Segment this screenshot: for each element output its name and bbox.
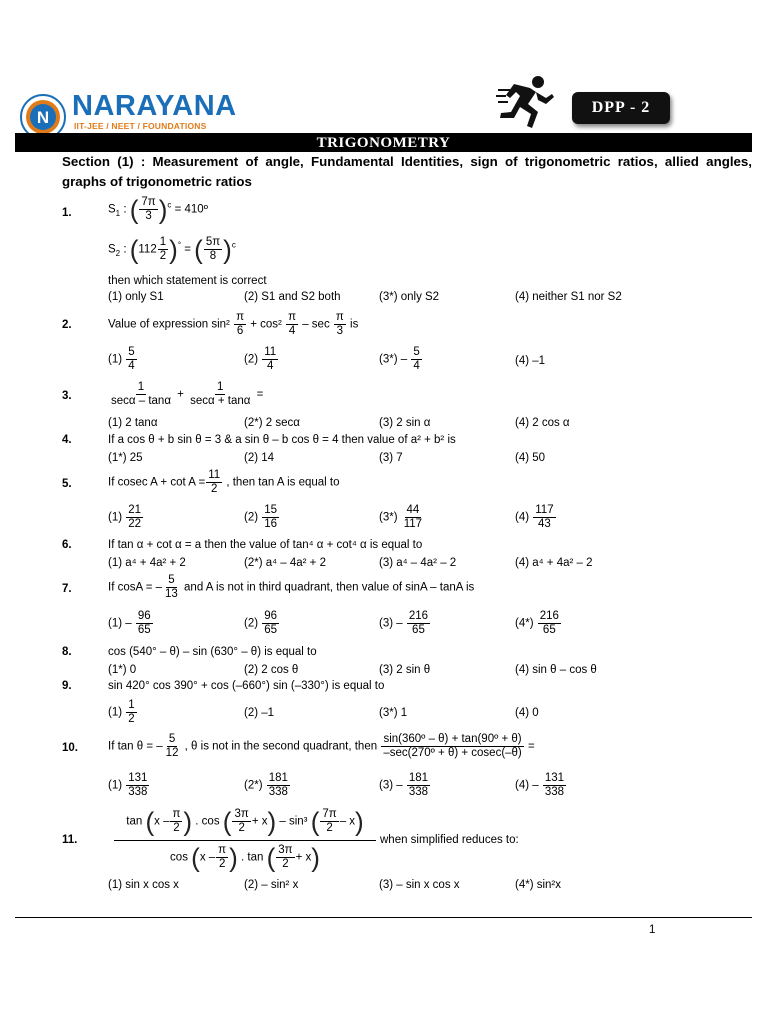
option-label: (1) (108, 706, 123, 719)
term: + cos² (250, 318, 282, 331)
s2-fn: 1 (159, 236, 167, 248)
question-number: 7. (62, 583, 72, 595)
option-label: (1) – (108, 617, 132, 630)
frac-den: 338 (544, 786, 565, 798)
operator: = (256, 388, 264, 401)
q10-mid: , θ is not in the second quadrant, then (184, 740, 378, 753)
frac-num: 44 (406, 504, 420, 516)
frac-num: 5 (128, 346, 135, 358)
question-number: 6. (62, 539, 72, 551)
frac-num: 5 (413, 346, 420, 358)
frac-num: 5 (168, 733, 176, 745)
s2-fd: 2 (159, 250, 167, 262)
question-number: 5. (62, 478, 72, 490)
option: (3) – sin x cos x (379, 879, 460, 891)
option-label: (3*) – (379, 353, 408, 366)
option (108, 772, 150, 799)
option (515, 772, 567, 799)
option: (1) only S1 (108, 291, 164, 303)
q5-prompt (108, 469, 340, 496)
frac-den: 16 (264, 518, 278, 530)
frac-num: 15 (264, 504, 278, 516)
s2-sub: 2 (115, 248, 121, 258)
option: (3) 2 sin θ (379, 664, 431, 676)
frac-num: sin(360º – θ) + tan(90º + θ) (383, 733, 522, 745)
question-number: 8. (62, 646, 72, 658)
frac-den: 2 (173, 822, 180, 834)
term: + x (295, 851, 312, 864)
option: (2) –1 (244, 707, 275, 719)
option: (4) neither S1 nor S2 (515, 291, 622, 303)
option-label: (2) (244, 511, 259, 524)
frac-den: 2 (218, 858, 226, 870)
s2-label: S (108, 243, 116, 256)
frac-den: 65 (137, 624, 151, 636)
term: x – (199, 851, 216, 864)
option (244, 346, 279, 373)
footer-divider (15, 917, 752, 918)
frac-den: 13 (165, 588, 178, 600)
frac-den: 2 (282, 858, 289, 870)
frac-num: 216 (539, 610, 559, 622)
frac-num: 181 (268, 772, 288, 784)
frac-den: secα – tanα (111, 395, 171, 407)
frac-den: 3 (336, 325, 344, 337)
subject-title: TRIGONOMETRY (15, 133, 752, 152)
frac-num: 181 (408, 772, 429, 784)
frac-num: π (218, 844, 227, 856)
question-number: 9. (62, 680, 72, 692)
s1-rhs: = 410º (174, 203, 208, 216)
operator: = (527, 740, 535, 753)
frac-den: 6 (236, 325, 244, 337)
option (515, 610, 562, 637)
option (379, 346, 423, 373)
option-label: (2) (244, 353, 259, 366)
q7-post: and A is not in third quadrant, then value of sinA – tanA is (184, 581, 475, 594)
svg-text:N: N (36, 108, 50, 127)
option: (3*) only S2 (379, 291, 440, 303)
operator: + (177, 388, 184, 401)
option: (1*) 0 (108, 664, 137, 676)
option: (4) 50 (515, 452, 546, 464)
frac-num: 3π (278, 844, 293, 856)
frac-num: 131 (128, 772, 148, 784)
term: – sec (302, 318, 330, 331)
s1-sub: 1 (115, 208, 121, 218)
option (244, 610, 280, 637)
frac-num: 1 (217, 381, 224, 393)
s2-whole: 112 (138, 243, 157, 256)
frac-den: 338 (128, 786, 148, 798)
frac-den: 22 (128, 518, 142, 530)
option: (3) 7 (379, 452, 403, 464)
term: . cos (195, 815, 220, 828)
q1-statement-2: $S_2$ : (112 $\frac{1}{2}$ )° = ( $\frac{5\pi}{8}$ )$^c$ (108, 234, 236, 265)
s2-eq: = (184, 243, 191, 256)
frac-den: 4 (128, 360, 135, 372)
option-label: (4) – (515, 779, 539, 792)
q11-post: when simplified reduces to: (380, 834, 519, 846)
option: (2) – sin² x (244, 879, 299, 891)
option: (2) S1 and S2 both (244, 291, 341, 303)
frac-num: 96 (137, 610, 151, 622)
frac-den: 2 (326, 822, 333, 834)
q11-denominator: cos (x – $\frac{\pi}{2}$ ) . tan ( $\frac{3\pi}{2}$ + x) (170, 842, 320, 873)
q10-pre: If tan θ = – (108, 740, 163, 753)
frac-den: 4 (413, 360, 420, 372)
option (379, 504, 425, 531)
page-number: 1 (649, 924, 656, 936)
frac-den: 65 (264, 624, 278, 636)
option-label: (1) (108, 353, 123, 366)
fraction-bar (114, 840, 376, 841)
option: (1) a⁴ + 4a² + 2 (108, 557, 186, 569)
term: . tan (240, 851, 264, 864)
frac-num: π (236, 311, 245, 323)
q10-prompt (108, 733, 535, 760)
frac-den: 4 (288, 325, 296, 337)
option: (3) 2 sin α (379, 417, 431, 429)
option: (4) 0 (515, 707, 539, 719)
q1-statement-1: $S_1$ : ( $\frac{7\pi}{3}$ )$^c$ = 410º (108, 194, 208, 225)
option: (3*) 1 (379, 707, 408, 719)
option: (4*) sin²x (515, 879, 562, 891)
frac-num: 5 (168, 574, 175, 586)
frac-num: 96 (264, 610, 278, 622)
option (108, 610, 154, 637)
option: (2) 14 (244, 452, 275, 464)
question-number: 10. (62, 742, 78, 754)
question-number: 11. (62, 834, 78, 846)
option (108, 504, 144, 531)
s1-den: 3 (145, 210, 152, 222)
option: (3) a⁴ – 4a² – 2 (379, 557, 457, 569)
option: (1) sin x cos x (108, 879, 179, 891)
option: (2*) a⁴ – 4a² + 2 (244, 557, 326, 569)
term: cos (170, 851, 188, 864)
term: – x (339, 815, 356, 828)
runner-icon (496, 74, 556, 132)
option-label: (1) (108, 779, 123, 792)
option (515, 504, 557, 531)
q4-prompt: If a cos θ + b sin θ = 3 & a sin θ – b cos θ = 4 then value of a² + b² is (108, 434, 456, 446)
option: (4) a⁴ + 4a² – 2 (515, 557, 593, 569)
frac-num: π (288, 311, 296, 323)
brand-tagline: IIT-JEE / NEET / FOUNDATIONS (74, 121, 207, 131)
s2-den: 8 (209, 250, 217, 262)
frac-den: 43 (538, 518, 551, 530)
q11-numerator: tan (x – $\frac{\pi}{2}$ ) . cos ( $\frac{3\pi}{2}$ + x) – sin³ ( $\frac{7\pi}{2}$ – x) (126, 806, 364, 837)
question-number: 2. (62, 319, 72, 331)
q8-prompt: cos (540° – θ) – sin (630° – θ) is equal to (108, 646, 317, 658)
frac-den: 338 (268, 786, 288, 798)
section-heading: Section (1) : Measurement of angle, Fundamental Identities, sign of trigonometric ratios, allied angles, graphs of trigonometric ratios (62, 154, 752, 189)
frac-num: 11 (208, 469, 221, 481)
term: x – (154, 815, 170, 828)
option-label: (2) (244, 617, 259, 630)
option (379, 610, 431, 637)
frac-num: 7π (322, 808, 337, 820)
frac-num: 1 (128, 699, 135, 711)
q3-expression (108, 381, 263, 408)
q1-prompt: then which statement is correct (108, 275, 267, 287)
frac-num: π (172, 808, 181, 820)
option (244, 772, 291, 799)
option (379, 772, 431, 799)
option: (4) sin θ – cos θ (515, 664, 597, 676)
frac-den: 2 (210, 483, 218, 495)
option: (2) 2 cos θ (244, 664, 299, 676)
option: (1*) 25 (108, 452, 143, 464)
option-label: (3*) (379, 511, 398, 524)
term: tan (126, 815, 143, 828)
option-label: (3) – (379, 617, 403, 630)
q6-prompt: If tan α + cot α = a then the value of tan⁴ α + cot⁴ α is equal to (108, 539, 423, 551)
frac-den: 2 (128, 713, 135, 725)
frac-num: 216 (408, 610, 429, 622)
frac-den: –sec(270º + θ) + cosec(–θ) (383, 747, 522, 759)
q5-post: , then tan A is equal to (226, 476, 340, 489)
s1-label: S (108, 203, 116, 216)
frac-den: secα + tanα (190, 395, 251, 407)
frac-num: 1 (137, 381, 145, 393)
question-number: 4. (62, 434, 72, 446)
s1-num: 7π (141, 196, 156, 208)
frac-den: 338 (408, 786, 429, 798)
frac-den: 2 (238, 822, 245, 834)
q7-prompt (108, 574, 474, 601)
option (108, 346, 138, 373)
option: (1) 2 tanα (108, 417, 158, 429)
q7-pre: If cosA = – (108, 581, 163, 594)
option (244, 504, 280, 531)
option: (4) 2 cos α (515, 417, 570, 429)
frac-den: 65 (542, 624, 556, 636)
frac-num: 117 (535, 504, 554, 516)
question-number: 1. (62, 207, 72, 219)
question-number: 3. (62, 390, 72, 402)
frac-den: 117 (403, 518, 423, 530)
q2-prompt (108, 311, 358, 338)
brand-name: NARAYANA (72, 90, 237, 122)
option-label: (4*) (515, 617, 534, 630)
option-label: (1) (108, 511, 123, 524)
frac-num: 11 (264, 346, 277, 358)
frac-den: 65 (412, 624, 425, 636)
option: (2*) 2 secα (244, 417, 300, 429)
option (108, 699, 138, 726)
frac-num: 21 (128, 504, 142, 516)
option: (4) –1 (515, 355, 546, 367)
dpp-badge: DPP - 2 (572, 92, 670, 124)
term: – sin³ (279, 815, 308, 828)
frac-den: 12 (165, 747, 179, 759)
option-label: (2*) (244, 779, 263, 792)
q2-text: Value of expression sin² (108, 318, 234, 331)
frac-num: 131 (544, 772, 565, 784)
frac-num: π (335, 311, 344, 323)
q9-prompt: sin 420° cos 390° + cos (–660°) sin (–330°) is equal to (108, 680, 385, 692)
option-label: (4) (515, 511, 530, 524)
term: + x (251, 815, 268, 828)
q5-pre: If cosec A + cot A = (108, 476, 206, 489)
option-label: (3) – (379, 779, 403, 792)
frac-den: 4 (267, 360, 274, 372)
s2-num: 5π (205, 236, 221, 248)
frac-num: 3π (234, 808, 249, 820)
term: is (350, 318, 359, 331)
